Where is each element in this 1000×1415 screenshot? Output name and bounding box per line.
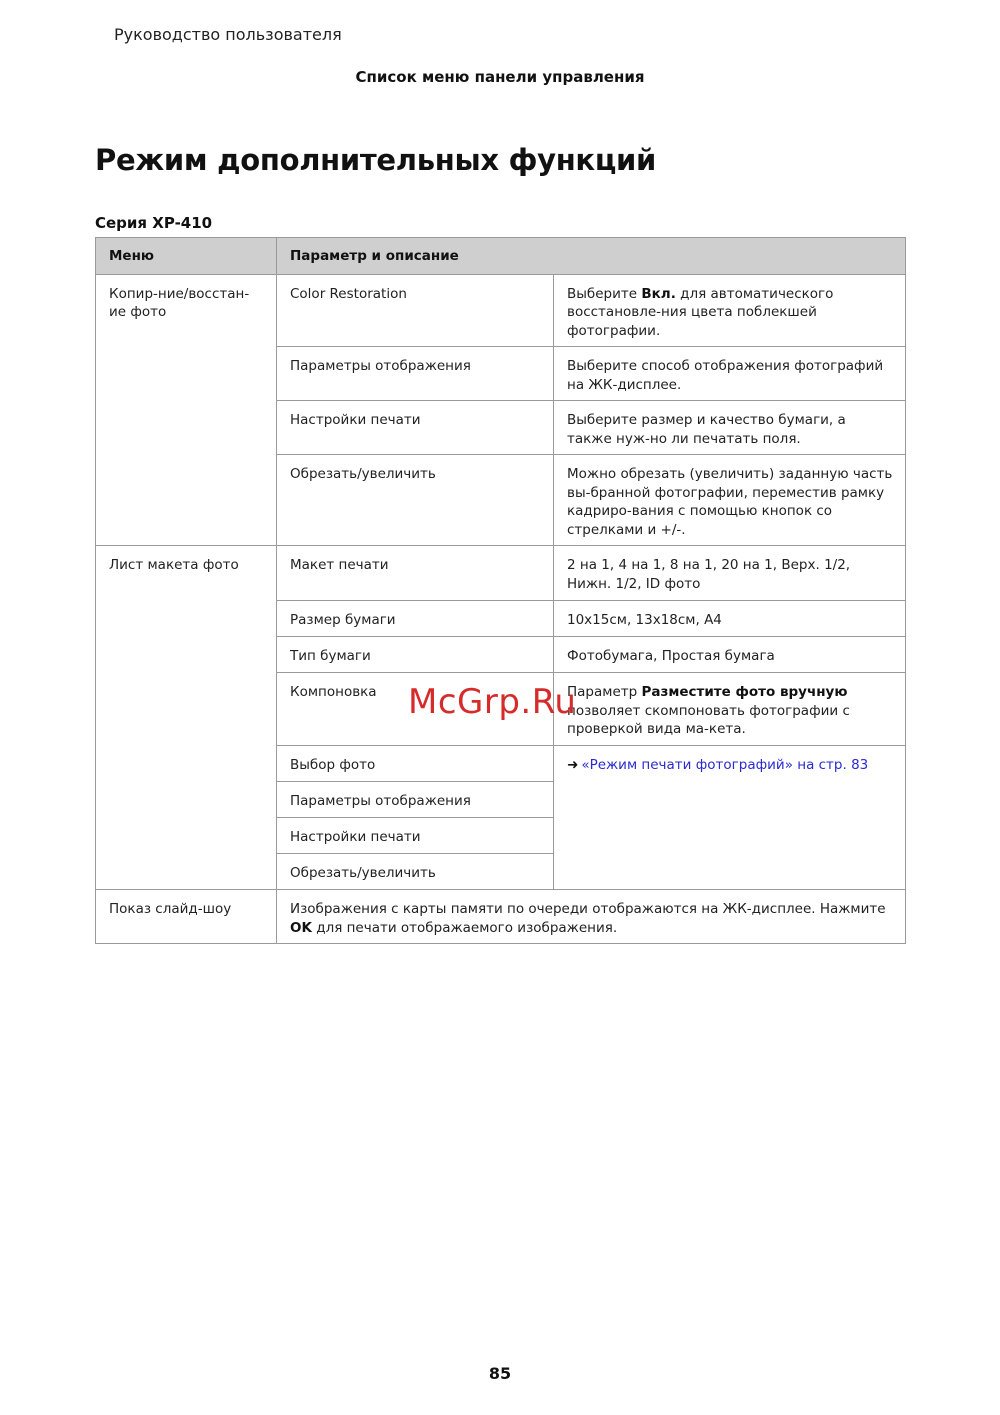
table-row xyxy=(96,890,906,944)
page-link[interactable]: «Режим печати фотографий» на стр. 83 xyxy=(581,757,869,773)
table-row xyxy=(96,274,906,347)
param-cell: Выбор фото xyxy=(277,746,554,782)
desc-cell: 2 на 1, 4 на 1, 8 на 1, 20 на 1, Верх. 1/2, Нижн. 1/2, ID фото xyxy=(554,546,906,601)
watermark: McGrp.Ru xyxy=(408,682,577,722)
param-cell: Параметры отображения xyxy=(277,347,554,401)
page-number: 85 xyxy=(488,1364,512,1383)
desc-cell xyxy=(554,746,906,890)
header-param: Параметр и описание xyxy=(277,238,906,275)
series-label: Серия XP-410 xyxy=(95,214,213,232)
param-cell: Компоновка xyxy=(277,673,554,746)
desc-text: для печати отображаемого изображения. xyxy=(311,919,618,936)
page-title: Режим дополнительных функций xyxy=(95,143,657,177)
desc-cell: Выберите размер и качество бумаги, а также нуж-но ли печатать поля. xyxy=(554,401,906,455)
desc-text: Параметр xyxy=(567,684,642,700)
param-cell: Color Restoration xyxy=(277,274,554,347)
desc-cell: Выберите способ отображения фотографий на ЖК-дисплее. xyxy=(554,347,906,401)
desc-cell xyxy=(277,890,906,944)
param-cell: Обрезать/увеличить xyxy=(277,854,554,890)
desc-bold: Разместите фото вручную xyxy=(641,684,848,700)
desc-text: Выберите xyxy=(567,285,642,302)
table-row xyxy=(96,546,906,601)
menu-cell: Лист макета фото xyxy=(96,546,277,890)
param-cell: Параметры отображения xyxy=(277,782,554,818)
desc-text: Изображения с карты памяти по очереди отображаются на ЖК-дисплее. Нажмите xyxy=(290,901,886,917)
desc-cell: Фотобумага, Простая бумага xyxy=(554,637,906,673)
desc-cell: 10x15см, 13x18см, A4 xyxy=(554,601,906,637)
menu-cell: Копир-ние/восстан-ие фото xyxy=(96,274,277,546)
param-cell: Макет печати xyxy=(277,546,554,601)
menu-table xyxy=(95,237,906,944)
desc-bold: Вкл. xyxy=(641,285,676,302)
desc-text: позволяет скомпоновать фотографии с проверкой вида ма-кета. xyxy=(567,702,850,737)
param-cell: Настройки печати xyxy=(277,818,554,854)
param-cell: Размер бумаги xyxy=(277,601,554,637)
header-menu: Меню xyxy=(96,238,277,275)
param-cell: Тип бумаги xyxy=(277,637,554,673)
arrow-right-icon: ➜ xyxy=(567,757,579,773)
desc-cell xyxy=(554,673,906,746)
desc-text: для автоматического восстановле-ния цвета поблекшей фотографии. xyxy=(567,285,834,339)
param-cell: Обрезать/увеличить xyxy=(277,455,554,546)
section-title: Список меню панели управления xyxy=(355,68,645,86)
menu-cell: Показ слайд-шоу xyxy=(96,890,277,944)
desc-cell xyxy=(554,274,906,347)
guide-title: Руководство пользователя xyxy=(114,25,342,44)
desc-bold: OK xyxy=(290,919,312,936)
desc-cell: Можно обрезать (увеличить) заданную часть вы-бранной фотографии, переместив рамку кадриро-вания с помощью кнопок со стрелками и +/-. xyxy=(554,455,906,546)
table-header-row xyxy=(96,238,906,275)
param-cell: Настройки печати xyxy=(277,401,554,455)
